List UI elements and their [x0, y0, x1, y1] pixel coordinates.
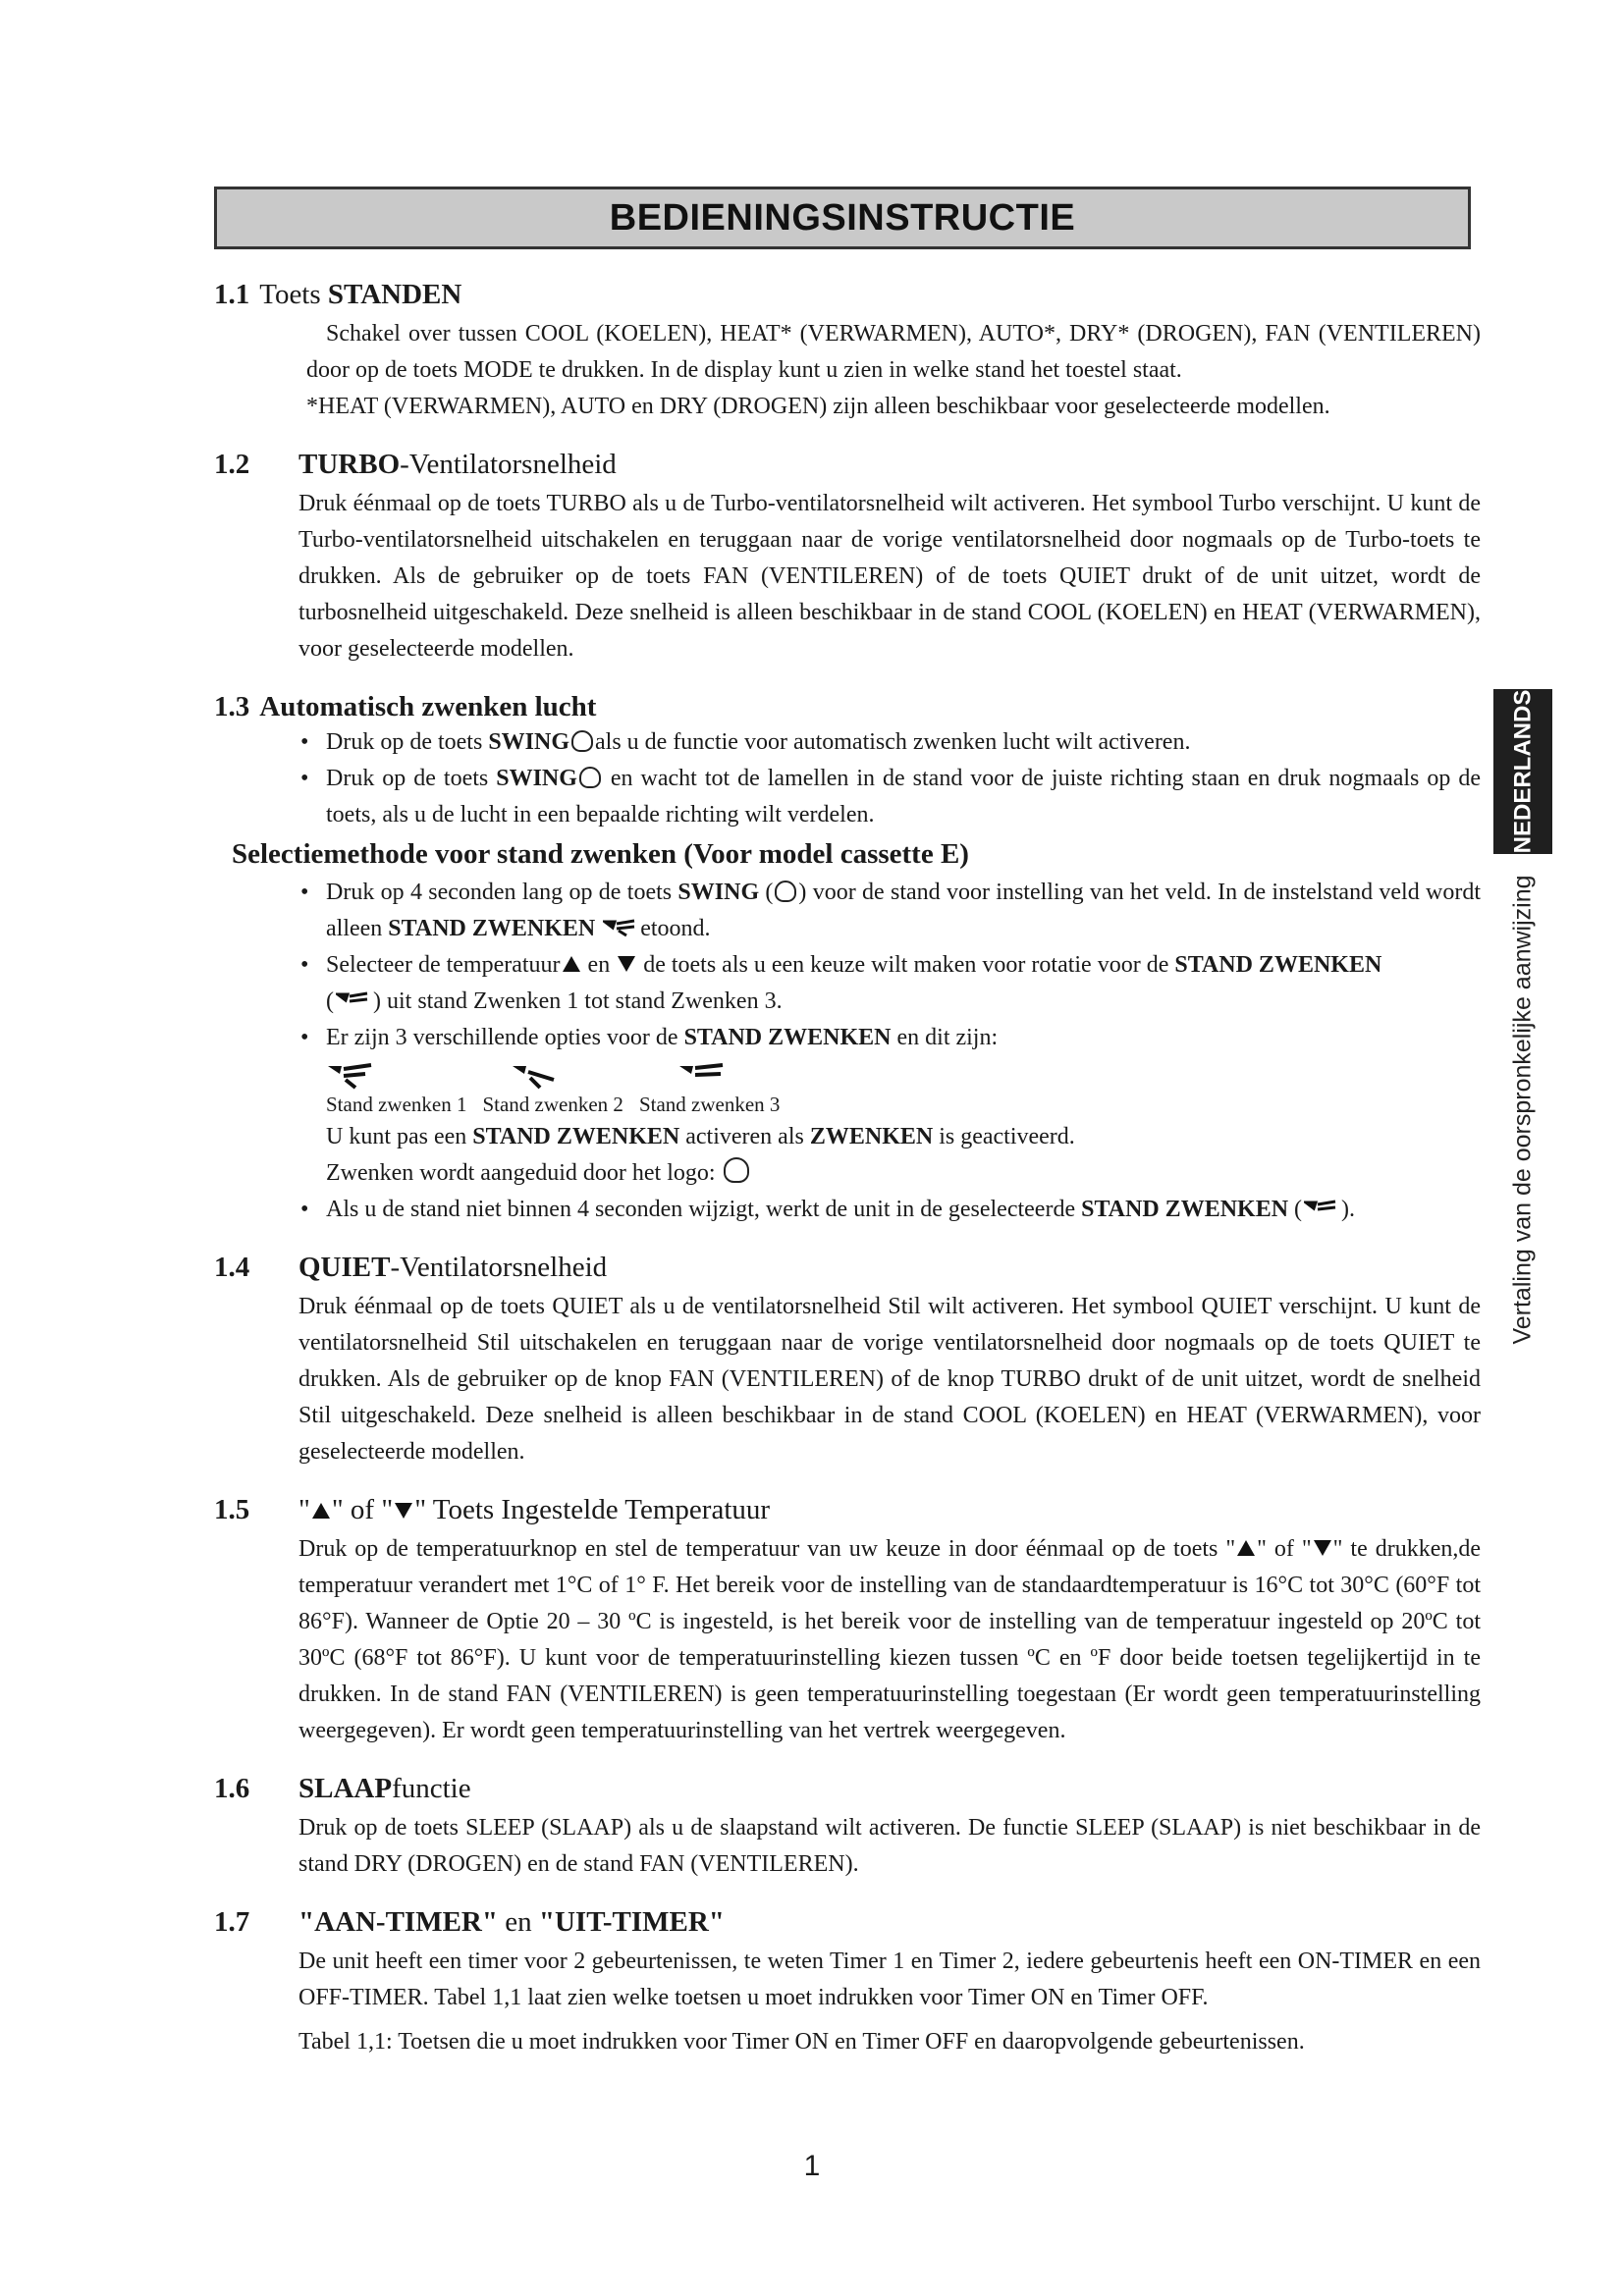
- text: als u de functie voor automatisch zwenken lucht wilt activeren.: [595, 729, 1191, 755]
- paragraph: Druk éénmaal op de toets QUIET als u de ventilatorsnelheid Stil wilt activeren. Het symbool QUIET verschijnt. U kunt de ventilatorsnelheid Stil uitschakelen en teruggaan naar de vorige ventilatorsnelheid door nogmaals op de toets QUIET te drukken. Als de gebruiker op de knop FAN (VENTILEREN) of de knop TURBO drukt of de unit uitzet, wordt de snelheid Stil uitgeschakeld. Deze snelheid is alleen beschikbaar in de stand COOL (KOELEN) en HEAT (VERWARMEN), voor geselecteerde modellen.: [298, 1294, 1481, 1465]
- bullet-list: [214, 875, 1481, 1056]
- swing-mode-3: [677, 1060, 860, 1090]
- text: Druk op 4 seconden lang op de toets: [326, 880, 678, 905]
- bold-text: STAND ZWENKEN: [472, 1124, 680, 1149]
- list-item: • Druk op 4 seconden lang op de toets SWING ( ) voor de stand voor instelling van het veld. In de instelstand veld wordt alleen STAND ZWENKEN etoond.: [298, 875, 1481, 947]
- paragraph: Druk op de toets SLEEP (SLAAP) als u de slaapstand wilt activeren. De functie SLEEP (SLAAP) is niet beschikbaar in de stand DRY (DROGEN) en de stand FAN (VENTILEREN).: [298, 1815, 1481, 1877]
- down-arrow-icon: [618, 956, 635, 972]
- heading-bold: "UIT-TIMER": [538, 1906, 725, 1938]
- swing-mode-icon: [336, 990, 371, 1010]
- bullet-list: [214, 724, 1481, 833]
- section-heading: [214, 1492, 1481, 1527]
- section-heading: [214, 1771, 1481, 1806]
- table-caption: Tabel 1,1: Toetsen die u moet indrukken voor Timer ON en Timer OFF en daaropvolgende gebeurtenissen.: [298, 2029, 1305, 2055]
- list-item: [298, 724, 1481, 761]
- section-heading: [214, 689, 1481, 724]
- heading-bold: "AAN-TIMER": [298, 1906, 498, 1938]
- heading-bold: SLAAP: [298, 1773, 393, 1804]
- heading-text: Automatisch zwenken lucht: [259, 691, 597, 722]
- heading-bold: TURBO: [298, 449, 401, 480]
- bold-text: STAND ZWENKEN: [388, 916, 596, 941]
- language-tab-label: NEDERLANDS: [1509, 689, 1536, 854]
- translation-note-text: Vertaling van de oorspronkelijke aanwijzing: [1508, 874, 1537, 1345]
- swing-icon: [775, 881, 796, 902]
- up-arrow-icon: [1237, 1540, 1255, 1556]
- content: [214, 277, 1481, 2082]
- language-tab: [1493, 689, 1552, 854]
- list-item: • Selecteer de temperatuur en de toets als u een keuze wilt maken voor rotatie voor de STAND ZWENKEN ( ) uit stand Zwenken 1 tot stand Zwenken 3.: [298, 947, 1481, 1020]
- swing-mode-captions: [214, 1090, 1481, 1119]
- text: en dit zijn:: [891, 1025, 999, 1050]
- text: " Toets Ingestelde Temperatuur: [414, 1494, 771, 1525]
- section-heading: [214, 447, 1481, 482]
- section-1-5: [214, 1492, 1481, 1749]
- section-number: 1.2: [214, 449, 250, 480]
- list-item: [298, 761, 1481, 833]
- paragraph: *HEAT (VERWARMEN), AUTO en DRY (DROGEN) zijn alleen beschikbaar voor geselecteerde modellen.: [306, 394, 1330, 419]
- text: " of ": [1257, 1536, 1312, 1562]
- section-heading: [214, 1904, 1481, 1940]
- section-number: 1.5: [214, 1494, 250, 1525]
- swing-mode-caption: Stand zwenken 3: [638, 1093, 781, 1116]
- section-heading: [214, 1250, 1481, 1285]
- section-heading: [214, 277, 1481, 312]
- note-line: [214, 1155, 1481, 1192]
- up-arrow-icon: [312, 1503, 330, 1519]
- section-1-6: [214, 1771, 1481, 1883]
- text: is geactiveerd.: [933, 1124, 1075, 1149]
- note-line: [214, 1119, 1481, 1155]
- bullet-list: [214, 1192, 1481, 1228]
- page-title-box: [214, 187, 1471, 249]
- up-arrow-icon: [563, 956, 580, 972]
- text: activeren als: [679, 1124, 810, 1149]
- text: Als u de stand niet binnen 4 seconden wijzigt, werkt de unit in de geselecteerde: [326, 1197, 1082, 1222]
- swing-mode-2: [511, 1060, 677, 1090]
- swing-icon: [571, 730, 593, 752]
- text: ).: [1341, 1197, 1356, 1222]
- paragraph: [214, 1531, 1481, 1749]
- section-number: 1.4: [214, 1252, 250, 1283]
- section-1-7: [214, 1904, 1481, 2060]
- text: Zwenken wordt aangeduid door het logo:: [326, 1160, 716, 1186]
- paragraph: Druk éénmaal op de toets TURBO als u de Turbo-ventilatorsnelheid wilt activeren. Het symbool Turbo verschijnt. U kunt de Turbo-ventilatorsnelheid uitschakelen en teruggaan naar de vorige ventilatorsnelheid door nogmaals op de Turbo-toets te drukken. Als de gebruiker op de toets FAN (VENTILEREN) of de toets QUIET drukt of de unit uitzet, wordt de turbosnelheid uitgeschakeld. Deze snelheid is alleen beschikbaar in de stand COOL (KOELEN) en HEAT (VERWARMEN), voor geselecteerde modellen.: [298, 491, 1481, 662]
- swing-mode-icon: [1304, 1199, 1339, 1218]
- bold-text: SWING: [496, 766, 577, 791]
- down-arrow-icon: [395, 1503, 412, 1519]
- bold-text: ZWENKEN: [809, 1124, 934, 1149]
- paragraph: Schakel over tussen COOL (KOELEN), HEAT* (VERWARMEN), AUTO*, DRY* (DROGEN), FAN (VENTILEREN) door op de toets MODE te drukken. In de display kunt u zien in welke stand het toestel staat.: [306, 321, 1481, 383]
- swing-logo-icon: [724, 1157, 749, 1183]
- bold-text: STAND ZWENKEN: [1081, 1197, 1289, 1222]
- text: en wacht tot de lamellen in de stand voor de juiste richting staan en druk nogmaals op de toets, als u de lucht in een bepaalde richting wilt verdelen.: [326, 766, 1481, 828]
- text: " of ": [331, 1494, 394, 1525]
- text: " te drukken,de temperatuur verandert met 1°C of 1° F. Het bereik voor de instelling van de standaardtemperatuur is 16°C tot 30°C (60°F tot 86°F). Wanneer de Optie 20 – 30 ºC is ingesteld, is het bereik voor de instelling van de temperatuur ingesteld op 20ºC tot 30ºC (68°F tot 86°F). U kunt voor de temperatuurinstelling kiezen tussen ºC en ºF door beide toetsen tegelijkertijd in te drukken. In de stand FAN (VENTILEREN) is geen temperatuurinstelling toegestaan (Er wordt geen temperatuurinstelling weergegeven). Er wordt geen temperatuurinstelling van het vertrek weergegeven.: [298, 1536, 1482, 1743]
- section-number: 1.6: [214, 1773, 250, 1804]
- text: ": [298, 1494, 310, 1525]
- text: etoond.: [640, 916, 711, 941]
- swing-mode-3-icon: [677, 1060, 727, 1090]
- swing-mode-caption: Stand zwenken 2: [482, 1093, 623, 1116]
- heading-bold: STANDEN: [327, 279, 462, 310]
- section-number: 1.1: [214, 279, 250, 310]
- swing-mode-icon: [603, 918, 638, 937]
- page-title: BEDIENINGSINSTRUCTIE: [609, 196, 1076, 239]
- bold-text: STAND ZWENKEN: [1174, 952, 1382, 978]
- section-1-4: [214, 1250, 1481, 1470]
- heading-text: -Ventilatorsnelheid: [390, 1252, 608, 1283]
- text: U kunt pas een: [326, 1124, 473, 1149]
- section-1-3: [214, 689, 1481, 1228]
- heading-text: functie: [392, 1773, 471, 1804]
- text: en: [581, 952, 617, 978]
- text: Er zijn 3 verschillende opties voor de: [326, 1025, 684, 1050]
- text: Druk op de toets: [326, 766, 497, 791]
- swing-mode-1: [326, 1060, 511, 1090]
- heading-text: -Ventilatorsnelheid: [400, 449, 617, 480]
- text: de toets als u een keuze wilt maken voor rotatie voor de: [637, 952, 1175, 978]
- swing-mode-2-icon: [511, 1060, 560, 1090]
- text: Selecteer de temperatuur: [326, 952, 561, 978]
- swing-mode-caption: Stand zwenken 1: [326, 1093, 467, 1116]
- text: uit stand Zwenken 1 tot stand Zwenken 3.: [381, 988, 783, 1014]
- text: Druk op de temperatuurknop en stel de temperatuur van uw keuze in door éénmaal op de toets ": [298, 1536, 1236, 1562]
- down-arrow-icon: [1314, 1540, 1331, 1556]
- page-number: 1: [803, 2150, 821, 2182]
- section-1-2: [214, 447, 1481, 667]
- heading-bold: QUIET: [298, 1252, 391, 1283]
- swing-mode-1-icon: [326, 1060, 375, 1090]
- translation-note: [1493, 864, 1552, 1355]
- swing-mode-icons: [214, 1060, 1481, 1090]
- text: Druk op de toets: [326, 729, 489, 755]
- subsection-heading: Selectiemethode voor stand zwenken (Voor model cassette E): [232, 838, 969, 870]
- bold-text: SWING: [488, 729, 569, 755]
- text: voor de stand voor instelling van het veld. In de instelstand veld wordt alleen: [326, 880, 1482, 941]
- heading-text: Toets: [259, 279, 328, 310]
- section-1-1: [214, 277, 1481, 425]
- bold-text: SWING: [677, 880, 760, 905]
- bold-text: STAND ZWENKEN: [683, 1025, 892, 1050]
- section-number: 1.3: [214, 691, 250, 722]
- swing-icon: [579, 767, 601, 788]
- list-item: • Als u de stand niet binnen 4 seconden wijzigt, werkt de unit in de geselecteerde STAND ZWENKEN ( ).: [298, 1192, 1481, 1228]
- list-item: [298, 1020, 1481, 1056]
- paragraph: De unit heeft een timer voor 2 gebeurtenissen, te weten Timer 1 en Timer 2, iedere gebeurtenis heeft een ON-TIMER en een OFF-TIMER. Tabel 1,1 laat zien welke toetsen u moet indrukken voor Timer ON en Timer OFF.: [298, 1949, 1481, 2010]
- section-number: 1.7: [214, 1906, 250, 1938]
- heading-text: en: [497, 1906, 539, 1938]
